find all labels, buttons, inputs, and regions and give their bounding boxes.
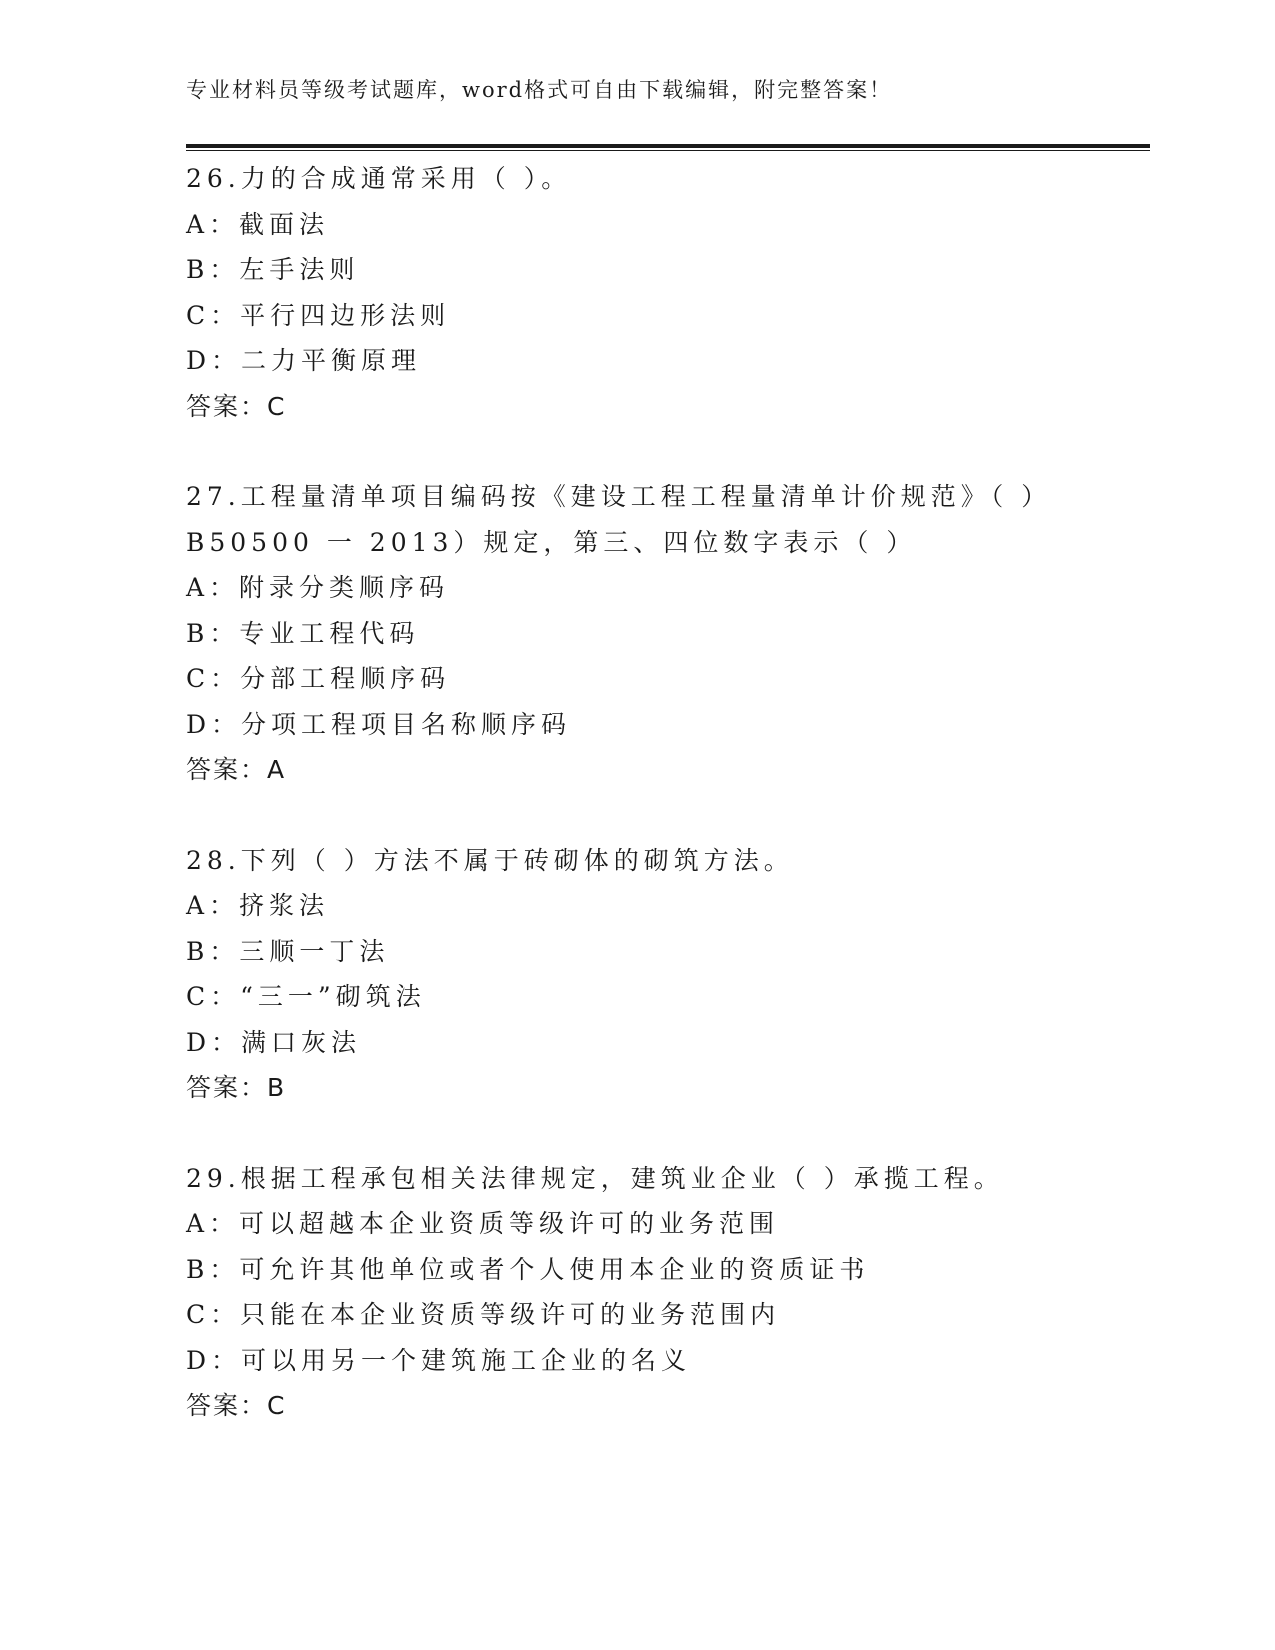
- option-c: C：分部工程顺序码: [186, 664, 451, 693]
- question-stem-continued: B50500 一 2013）规定，第三、四位数字表示（ ）: [186, 527, 917, 557]
- option-b: B：三顺一丁法: [186, 936, 390, 966]
- question-stem: 27.工程量清单项目编码按《建设工程工程量清单计价规范》（ ）: [186, 482, 1052, 511]
- question-26: [186, 156, 1150, 429]
- option-d: D：分项工程项目名称顺序码: [186, 709, 572, 739]
- option-a: A：挤浆法: [186, 891, 330, 920]
- answer-label: 答案：: [186, 1073, 268, 1102]
- answer-line: [186, 1383, 1150, 1429]
- option-b: B：左手法则: [186, 255, 360, 284]
- answer-label: 答案：: [186, 391, 268, 421]
- option-d: D：二力平衡原理: [186, 346, 422, 375]
- option-a: A：附录分类顺序码: [186, 573, 450, 602]
- option-d: D：满口灰法: [186, 1027, 362, 1057]
- answer-value: C: [267, 1391, 285, 1420]
- option-b: B：专业工程代码: [186, 618, 420, 648]
- header-rule-thin: [186, 150, 1150, 151]
- question-stem: 29.根据工程承包相关法律规定，建筑业企业（ ）承揽工程。: [186, 1163, 1004, 1193]
- answer-value: C: [267, 391, 285, 421]
- option-b: B：可允许其他单位或者个人使用本企业的资质证书: [186, 1254, 870, 1284]
- option-c: C：平行四边形法则: [186, 300, 451, 330]
- answer-line: [186, 1065, 1150, 1111]
- option-d: D：可以用另一个建筑施工企业的名义: [186, 1345, 692, 1375]
- answer-label: 答案：: [186, 1391, 268, 1420]
- answer-value: B: [267, 1073, 285, 1102]
- question-29: [186, 1156, 1150, 1429]
- question-27: [186, 474, 1150, 793]
- answer-label: 答案：: [186, 755, 268, 784]
- question-stem: 28.下列（ ）方法不属于砖砌体的砌筑方法。: [186, 845, 794, 875]
- answer-line: [186, 747, 1150, 793]
- question-stem: 26.力的合成通常采用（ ）。: [186, 164, 572, 193]
- option-a: A：可以超越本企业资质等级许可的业务范围: [186, 1209, 780, 1238]
- answer-value: A: [267, 755, 285, 784]
- page-header: 专业材料员等级考试题库，word格式可自由下载编辑，附完整答案！: [186, 78, 893, 102]
- question-28: [186, 838, 1150, 1111]
- header-rule-thick: [186, 144, 1150, 148]
- option-c: C：“三一”砌筑法: [186, 982, 426, 1011]
- answer-line: [186, 384, 1150, 430]
- question-list: [186, 156, 1150, 1474]
- option-a: A：截面法: [186, 209, 330, 239]
- option-c: C：只能在本企业资质等级许可的业务范围内: [186, 1300, 781, 1329]
